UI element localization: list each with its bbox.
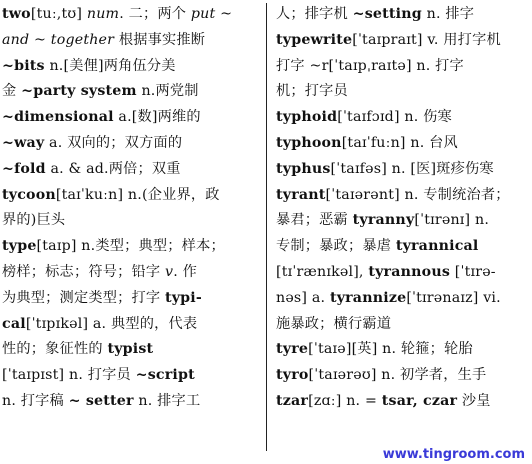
entry-text: [ˈtaɪfɔɪd] n. 伤寒 bbox=[337, 109, 452, 126]
entry-text: [ˈtaɪərənt] n. 专制统治者； bbox=[325, 186, 510, 203]
dictionary-line bbox=[2, 54, 260, 80]
dictionary-line bbox=[2, 260, 260, 286]
dictionary-line bbox=[276, 157, 528, 183]
entry-text: num bbox=[86, 6, 120, 22]
headword: tyrannize bbox=[329, 289, 407, 306]
entry-text: 机；打字员 bbox=[276, 83, 348, 100]
headword: ~bits bbox=[2, 57, 45, 74]
entry-text: 人；排字机 bbox=[276, 6, 353, 22]
dictionary-line bbox=[276, 363, 528, 389]
entry-text: [tuː,tʊ] bbox=[30, 6, 87, 22]
headword: tyranny bbox=[352, 212, 415, 229]
headword: tzar bbox=[276, 392, 309, 409]
entry-text: [ˈtaɪə][英] n. 轮箍；轮胎 bbox=[308, 341, 473, 358]
dictionary-line bbox=[2, 312, 260, 338]
entry-text: n. 排字工 bbox=[133, 392, 201, 409]
headword: typhoon bbox=[276, 134, 342, 151]
entry-text: a. 双向的；双方面的 bbox=[44, 134, 183, 151]
dictionary-line bbox=[276, 105, 528, 131]
entry-text: nəs] a. bbox=[276, 289, 330, 306]
entry-text: 施暴政；横行霸道 bbox=[276, 315, 392, 332]
headword: ~dimensional bbox=[2, 109, 114, 126]
headword: typist bbox=[107, 341, 154, 358]
entry-text: a.[数]两维的 bbox=[113, 109, 201, 126]
entry-text: ~ bbox=[215, 6, 233, 22]
dictionary-line bbox=[276, 2, 528, 28]
headword: typewrite bbox=[276, 31, 353, 48]
right-column bbox=[276, 2, 528, 415]
column-divider bbox=[266, 3, 267, 451]
dictionary-line bbox=[2, 337, 260, 363]
headword: typhus bbox=[276, 160, 331, 177]
headword: tyrannical bbox=[395, 238, 479, 255]
entry-text: ~ bbox=[29, 31, 51, 48]
dictionary-line bbox=[2, 286, 260, 312]
entry-text: 沙皇 bbox=[457, 392, 491, 409]
dictionary-line bbox=[276, 79, 528, 105]
headword: ~party system bbox=[21, 83, 137, 100]
headword: typi- bbox=[164, 289, 202, 306]
dictionary-line bbox=[2, 28, 260, 54]
headword: tyro bbox=[276, 367, 309, 384]
entry-text: [ˈtaɪpɪst] n. 打字员 bbox=[2, 367, 136, 384]
headword: cal bbox=[2, 315, 26, 332]
entry-text: [taɪˈkuːn] n.(企业界，政 bbox=[55, 186, 220, 203]
dictionary-line bbox=[276, 131, 528, 157]
entry-text: put bbox=[190, 6, 216, 22]
dictionary-line bbox=[276, 54, 528, 80]
left-column bbox=[2, 2, 260, 415]
headword: tsar, czar bbox=[381, 392, 458, 409]
headword: ~setting bbox=[352, 6, 422, 22]
entry-text: [ˈtaɪərəʊ] n. 初学者，生手 bbox=[308, 367, 487, 384]
headword: tyrannous bbox=[368, 263, 451, 280]
dictionary-line bbox=[2, 105, 260, 131]
dictionary-line bbox=[276, 337, 528, 363]
entry-text: n. 打字稿 bbox=[2, 392, 69, 409]
headword: type bbox=[2, 238, 37, 255]
headword: ~fold bbox=[2, 160, 46, 177]
dictionary-line bbox=[276, 260, 528, 286]
headword: tyrant bbox=[276, 186, 326, 203]
dictionary-line bbox=[2, 79, 260, 105]
entry-text: n. 排字 bbox=[421, 6, 475, 22]
entry-text: 金 bbox=[2, 83, 22, 100]
entry-text: 性的；象征性的 bbox=[2, 341, 108, 358]
dictionary-line bbox=[276, 183, 528, 209]
entry-text: n.两党制 bbox=[136, 83, 199, 100]
dictionary-line bbox=[276, 286, 528, 312]
headword: ~script bbox=[135, 367, 195, 384]
entry-text: together bbox=[50, 31, 115, 48]
dictionary-line bbox=[276, 28, 528, 54]
entry-text: . 作 bbox=[173, 263, 198, 280]
entry-text: and bbox=[2, 31, 30, 48]
entry-text: [ˈtaɪfəs] n. [医]斑疹伤寒 bbox=[330, 160, 494, 177]
entry-text: [taɪp] n.类型；典型；样本； bbox=[36, 238, 225, 255]
dictionary-line bbox=[2, 157, 260, 183]
headword: tyre bbox=[276, 341, 309, 358]
entry-text: [ˈtɪpɪkəl] a. 典型的，代表 bbox=[25, 315, 198, 332]
dictionary-line bbox=[2, 131, 260, 157]
entry-text: [tɪˈrænɪkəl], bbox=[276, 263, 369, 280]
headword: typhoid bbox=[276, 109, 338, 126]
dictionary-line bbox=[276, 234, 528, 260]
entry-text: n.[美俚]两角伍分美 bbox=[44, 57, 176, 74]
entry-text: [ˈtaɪpraɪt] v. 用打字机 bbox=[352, 31, 501, 48]
entry-text: 界的)巨头 bbox=[2, 212, 66, 229]
dictionary-line bbox=[276, 312, 528, 338]
entry-text: a. & ad.两倍；双重 bbox=[45, 160, 181, 177]
headword: ~way bbox=[2, 134, 45, 151]
entry-text: 根据事实推断 bbox=[114, 31, 206, 48]
dictionary-line bbox=[2, 2, 260, 28]
entry-text: [zɑː] n. = bbox=[308, 392, 382, 409]
headword: ~ setter bbox=[68, 392, 134, 409]
entry-text: v bbox=[164, 263, 174, 280]
dictionary-line bbox=[2, 389, 260, 415]
entry-text: 为典型；测定类型；打字 bbox=[2, 289, 165, 306]
entry-text: [taɪˈfuːn] n. 台风 bbox=[341, 134, 458, 151]
entry-text: 榜样；标志；符号；铅字 bbox=[2, 263, 165, 280]
entry-text: [ˈtɪrənɪ] n. bbox=[414, 212, 490, 229]
headword: two bbox=[2, 6, 31, 22]
entry-text: . 二；两个 bbox=[119, 6, 191, 22]
dictionary-line bbox=[2, 363, 260, 389]
headword: tycoon bbox=[2, 186, 56, 203]
entry-text: 打字 ~r[ˈtaɪpˌraɪtə] n. 打字 bbox=[276, 57, 464, 74]
dictionary-line bbox=[2, 208, 260, 234]
watermark-text: www.tingroom.com bbox=[382, 447, 525, 462]
dictionary-line bbox=[2, 234, 260, 260]
entry-text: 暴君；恶霸 bbox=[276, 212, 353, 229]
dictionary-line bbox=[276, 208, 528, 234]
dictionary-line bbox=[2, 183, 260, 209]
entry-text: [ˈtɪrə- bbox=[450, 263, 496, 280]
entry-text: [ˈtɪrənaɪz] vi. bbox=[406, 289, 501, 306]
entry-text: 专制；暴政；暴虐 bbox=[276, 238, 396, 255]
dictionary-line bbox=[276, 389, 528, 415]
